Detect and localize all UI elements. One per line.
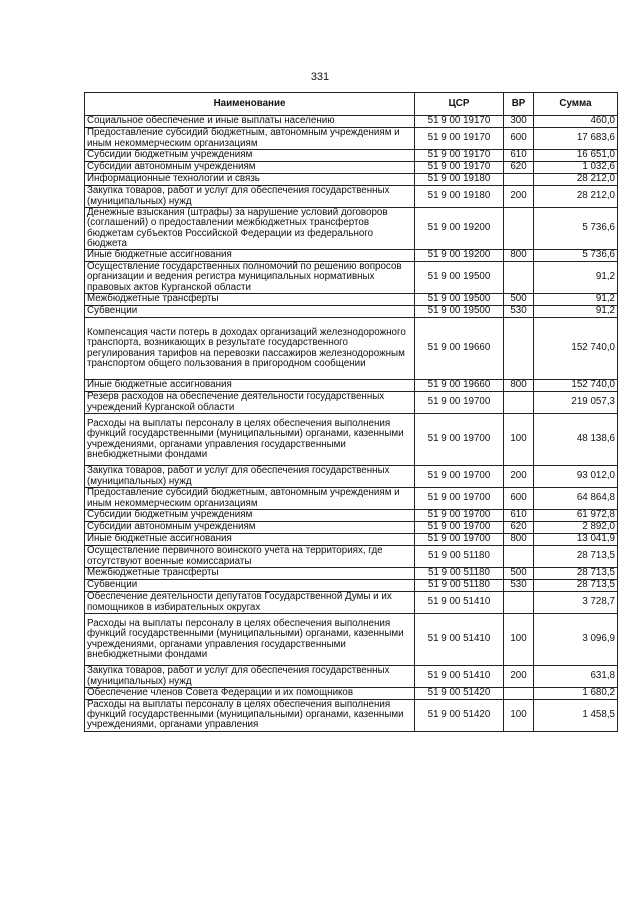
row-name-cell: Субвенции (85, 580, 415, 592)
row-sum-cell: 460,0 (534, 116, 618, 128)
row-csr-cell: 51 9 00 19700 (415, 392, 504, 414)
row-csr-cell: 51 9 00 51410 (415, 666, 504, 688)
row-name-cell: Иные бюджетные ассигнования (85, 380, 415, 392)
row-sum-cell: 28 212,0 (534, 186, 618, 208)
row-sum-cell: 17 683,6 (534, 128, 618, 150)
row-name-cell: Межбюджетные трансферты (85, 294, 415, 306)
table-row (85, 488, 618, 510)
row-csr-cell: 51 9 00 19700 (415, 522, 504, 534)
row-sum-cell: 5 736,6 (534, 208, 618, 250)
row-vr-cell (504, 318, 534, 380)
row-name-cell: Расходы на выплаты персоналу в целях обеспечения выполнения функций государственными (муниципальными) органами, казенными учреждениями, органами управления государственными внебюджетными фондами (85, 614, 415, 666)
row-vr-cell (504, 592, 534, 614)
row-csr-cell: 51 9 00 19180 (415, 186, 504, 208)
row-sum-cell: 91,2 (534, 294, 618, 306)
row-vr-cell: 500 (504, 568, 534, 580)
row-vr-cell: 620 (504, 162, 534, 174)
row-csr-cell: 51 9 00 19700 (415, 488, 504, 510)
row-name-cell: Субсидии автономным учреждениям (85, 162, 415, 174)
row-vr-cell: 600 (504, 128, 534, 150)
table-row (85, 414, 618, 466)
row-sum-cell: 16 651,0 (534, 150, 618, 162)
table-row (85, 208, 618, 250)
row-name-cell: Денежные взыскания (штрафы) за нарушение условий договоров (соглашений) о предоставлении межбюджетных трансфертов бюджетам субъектов Российской Федерации из федерального бюджета (85, 208, 415, 250)
table-row (85, 546, 618, 568)
row-sum-cell: 28 713,5 (534, 580, 618, 592)
row-name-cell: Резерв расходов на обеспечение деятельности государственных учреждений Курганской области (85, 392, 415, 414)
table-row (85, 116, 618, 128)
row-sum-cell: 152 740,0 (534, 318, 618, 380)
row-vr-cell: 530 (504, 580, 534, 592)
row-vr-cell: 610 (504, 150, 534, 162)
budget-table (84, 92, 618, 732)
row-vr-cell: 300 (504, 116, 534, 128)
table-row (85, 700, 618, 732)
table-row (85, 534, 618, 546)
row-vr-cell: 100 (504, 700, 534, 732)
row-name-cell: Осуществление государственных полномочий по решению вопросов организации и ведения регистра муниципальных нормативных правовых актов Курганской области (85, 262, 415, 294)
row-csr-cell: 51 9 00 51420 (415, 700, 504, 732)
row-vr-cell: 200 (504, 466, 534, 488)
table-row (85, 568, 618, 580)
table-header-row (85, 93, 618, 116)
row-sum-cell: 3 728,7 (534, 592, 618, 614)
table-row (85, 128, 618, 150)
row-name-cell: Информационные технологии и связь (85, 174, 415, 186)
row-csr-cell: 51 9 00 51420 (415, 688, 504, 700)
row-vr-cell (504, 208, 534, 250)
table-row (85, 666, 618, 688)
row-name-cell: Иные бюджетные ассигнования (85, 534, 415, 546)
table-row (85, 592, 618, 614)
table-row (85, 380, 618, 392)
row-sum-cell: 28 713,5 (534, 568, 618, 580)
table-row (85, 174, 618, 186)
row-sum-cell: 28 212,0 (534, 174, 618, 186)
row-csr-cell: 51 9 00 19660 (415, 318, 504, 380)
row-sum-cell: 5 736,6 (534, 250, 618, 262)
table-row (85, 294, 618, 306)
row-csr-cell: 51 9 00 19700 (415, 466, 504, 488)
row-name-cell: Расходы на выплаты персоналу в целях обеспечения выполнения функций государственными (муниципальными) органами, казенными учреждениями, органами управления государственными внебюджетными фондами (85, 414, 415, 466)
row-csr-cell: 51 9 00 19500 (415, 306, 504, 318)
row-name-cell: Межбюджетные трансферты (85, 568, 415, 580)
header-vr: ВР (504, 93, 534, 116)
row-vr-cell: 200 (504, 666, 534, 688)
header-name: Наименование (85, 93, 415, 116)
row-sum-cell: 64 864,8 (534, 488, 618, 510)
page-number: 331 (310, 71, 330, 83)
header-csr: ЦСР (415, 93, 504, 116)
row-vr-cell (504, 688, 534, 700)
row-vr-cell: 620 (504, 522, 534, 534)
table-row (85, 162, 618, 174)
table-row (85, 522, 618, 534)
row-csr-cell: 51 9 00 19200 (415, 208, 504, 250)
row-name-cell: Осуществление первичного воинского учета на территориях, где отсутствуют военные комиссариаты (85, 546, 415, 568)
row-name-cell: Предоставление субсидий бюджетным, автономным учреждениям и иным некоммерческим организациям (85, 128, 415, 150)
row-name-cell: Обеспечение деятельности депутатов Государственной Думы и их помощников в избирательных округах (85, 592, 415, 614)
row-name-cell: Обеспечение членов Совета Федерации и их помощников (85, 688, 415, 700)
row-vr-cell (504, 392, 534, 414)
row-vr-cell (504, 546, 534, 568)
row-sum-cell: 631,8 (534, 666, 618, 688)
row-csr-cell: 51 9 00 19700 (415, 414, 504, 466)
row-name-cell: Предоставление субсидий бюджетным, автономным учреждениям и иным некоммерческим организациям (85, 488, 415, 510)
row-csr-cell: 51 9 00 19500 (415, 294, 504, 306)
table-row (85, 392, 618, 414)
table-row (85, 306, 618, 318)
row-vr-cell: 100 (504, 614, 534, 666)
table-row (85, 318, 618, 380)
row-name-cell: Субсидии автономным учреждениям (85, 522, 415, 534)
table-row (85, 688, 618, 700)
row-vr-cell (504, 174, 534, 186)
row-sum-cell: 1 458,5 (534, 700, 618, 732)
row-name-cell: Компенсация части потерь в доходах организаций железнодорожного транспорта, возникающих в результате государственного регулирования тарифов на перевозки пассажиров железнодорожным транспортом общего пользования в пригородном сообщении (85, 318, 415, 380)
row-vr-cell: 600 (504, 488, 534, 510)
row-vr-cell: 800 (504, 534, 534, 546)
row-name-cell: Закупка товаров, работ и услуг для обеспечения государственных (муниципальных) нужд (85, 186, 415, 208)
row-csr-cell: 51 9 00 51180 (415, 546, 504, 568)
row-sum-cell: 93 012,0 (534, 466, 618, 488)
row-name-cell: Субсидии бюджетным учреждениям (85, 510, 415, 522)
table-row (85, 250, 618, 262)
row-csr-cell: 51 9 00 19170 (415, 116, 504, 128)
row-csr-cell: 51 9 00 51410 (415, 592, 504, 614)
row-name-cell: Иные бюджетные ассигнования (85, 250, 415, 262)
row-csr-cell: 51 9 00 19700 (415, 534, 504, 546)
table-row (85, 580, 618, 592)
row-sum-cell: 61 972,8 (534, 510, 618, 522)
table-body (85, 116, 618, 732)
table-row (85, 466, 618, 488)
row-vr-cell: 100 (504, 414, 534, 466)
row-name-cell: Субвенции (85, 306, 415, 318)
row-sum-cell: 2 892,0 (534, 522, 618, 534)
row-csr-cell: 51 9 00 19200 (415, 250, 504, 262)
row-vr-cell (504, 262, 534, 294)
table-row (85, 150, 618, 162)
row-sum-cell: 13 041,9 (534, 534, 618, 546)
row-csr-cell: 51 9 00 19700 (415, 510, 504, 522)
row-sum-cell: 91,2 (534, 262, 618, 294)
table-row (85, 614, 618, 666)
row-csr-cell: 51 9 00 51180 (415, 568, 504, 580)
row-csr-cell: 51 9 00 19170 (415, 150, 504, 162)
row-vr-cell: 610 (504, 510, 534, 522)
row-csr-cell: 51 9 00 19660 (415, 380, 504, 392)
row-sum-cell: 48 138,6 (534, 414, 618, 466)
row-name-cell: Социальное обеспечение и иные выплаты населению (85, 116, 415, 128)
row-csr-cell: 51 9 00 19500 (415, 262, 504, 294)
row-vr-cell: 200 (504, 186, 534, 208)
row-vr-cell: 500 (504, 294, 534, 306)
row-csr-cell: 51 9 00 19170 (415, 128, 504, 150)
row-sum-cell: 3 096,9 (534, 614, 618, 666)
row-vr-cell: 800 (504, 250, 534, 262)
row-sum-cell: 1 032,6 (534, 162, 618, 174)
table-row (85, 186, 618, 208)
row-sum-cell: 219 057,3 (534, 392, 618, 414)
row-name-cell: Закупка товаров, работ и услуг для обеспечения государственных (муниципальных) нужд (85, 466, 415, 488)
row-name-cell: Субсидии бюджетным учреждениям (85, 150, 415, 162)
row-csr-cell: 51 9 00 51180 (415, 580, 504, 592)
row-sum-cell: 152 740,0 (534, 380, 618, 392)
row-name-cell: Расходы на выплаты персоналу в целях обеспечения выполнения функций государственными (муниципальными) органами, казенными учреждениями, органами управления (85, 700, 415, 732)
table-row (85, 262, 618, 294)
row-vr-cell: 530 (504, 306, 534, 318)
table-row (85, 510, 618, 522)
row-name-cell: Закупка товаров, работ и услуг для обеспечения государственных (муниципальных) нужд (85, 666, 415, 688)
row-csr-cell: 51 9 00 19180 (415, 174, 504, 186)
header-sum: Сумма (534, 93, 618, 116)
row-vr-cell: 800 (504, 380, 534, 392)
row-csr-cell: 51 9 00 51410 (415, 614, 504, 666)
row-sum-cell: 91,2 (534, 306, 618, 318)
row-csr-cell: 51 9 00 19170 (415, 162, 504, 174)
row-sum-cell: 1 680,2 (534, 688, 618, 700)
row-sum-cell: 28 713,5 (534, 546, 618, 568)
